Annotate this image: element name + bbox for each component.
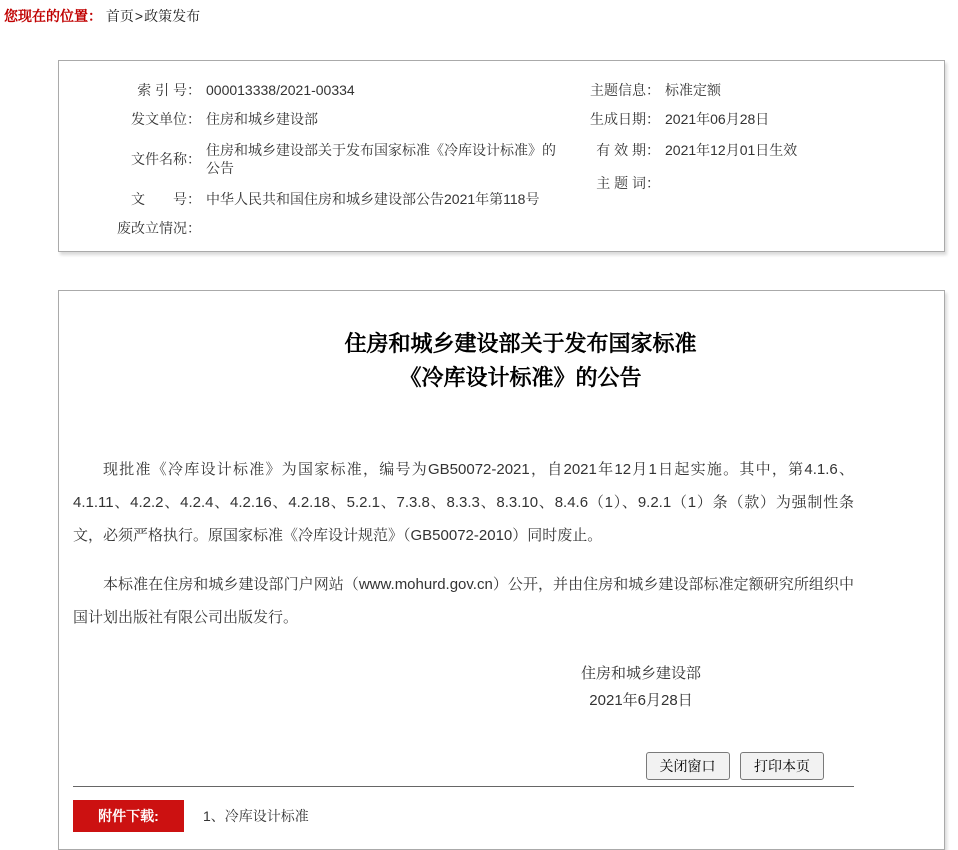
signature-block xyxy=(561,660,721,714)
action-button-row xyxy=(73,752,854,780)
signature-date: 2021年6月28日 xyxy=(589,692,693,709)
attachment-section xyxy=(73,800,854,832)
announcement-body xyxy=(73,453,854,832)
announcement-title-line1: 住房和城乡建设部关于发布国家标准 xyxy=(344,331,697,356)
meta-value-effective-date: 2021年12月01日生效 xyxy=(665,142,798,158)
breadcrumb-separator: > xyxy=(134,8,144,24)
meta-label-document-number: 文 号： xyxy=(131,191,201,207)
meta-row-effective-date xyxy=(564,141,944,159)
attachment-download-label[interactable]: 附件下载: xyxy=(73,800,184,832)
meta-label-subject-info: 主题信息： xyxy=(590,82,660,98)
meta-label-issuing-unit: 发文单位： xyxy=(131,111,201,127)
meta-label-keywords: 主 题 词： xyxy=(596,175,660,191)
meta-row-index-number xyxy=(59,81,564,99)
meta-value-subject-info: 标准定额 xyxy=(665,82,721,98)
meta-row-issuing-unit xyxy=(59,110,564,128)
breadcrumb-home-link[interactable]: 首页 xyxy=(105,8,134,24)
meta-column-left xyxy=(59,81,564,251)
meta-value-index-number: 000013338/2021-00334 xyxy=(206,82,355,98)
announcement-title-line2: 《冷库设计标准》的公告 xyxy=(399,365,642,390)
meta-label-creation-date: 生成日期： xyxy=(590,111,660,127)
meta-value-issuing-unit: 住房和城乡建设部 xyxy=(206,111,318,127)
meta-row-keywords xyxy=(564,174,944,192)
announcement-paragraph-1: 现批准《冷库设计标准》为国家标准，编号为GB50072-2021，自2021年12月1日起实施。其中，第4.1.6、4.1.11、4.2.2、4.2.4、4.2.16、4.2.18、5.2.1、7.3.8、8.3.3、8.3.10、8.4.6（1）、9.2.1（1）条（款）为强制性条文，必须严格执行。原国家标准《冷库设计规范》（GB50072-2010）同时废止。 xyxy=(73,461,854,544)
meta-row-document-number xyxy=(59,190,564,208)
footer-divider xyxy=(73,786,854,787)
meta-label-index-number: 索 引 号： xyxy=(137,82,201,98)
announcement-panel xyxy=(58,290,945,850)
meta-value-document-number: 中华人民共和国住房和城乡建设部公告2021年第118号 xyxy=(206,191,540,207)
meta-label-repeal-status: 废改立情况： xyxy=(117,220,201,236)
meta-row-creation-date xyxy=(564,110,944,128)
meta-row-document-title xyxy=(59,139,564,179)
meta-label-document-title: 文件名称： xyxy=(131,151,201,167)
print-page-button[interactable]: 打印本页 xyxy=(740,752,824,780)
meta-column-right xyxy=(564,81,944,251)
breadcrumb xyxy=(4,8,200,24)
meta-row-repeal-status xyxy=(59,219,564,237)
announcement-title xyxy=(59,291,944,395)
breadcrumb-section-link[interactable]: 政策发布 xyxy=(144,8,201,24)
meta-value-keywords xyxy=(660,174,944,192)
announcement-paragraph-2: 本标准在住房和城乡建设部门户网站（www.mohurd.gov.cn）公开，并由住房和城乡建设部标准定额研究所组织中国计划出版社有限公司出版发行。 xyxy=(73,576,854,626)
document-meta-panel xyxy=(58,60,945,252)
meta-row-subject-info xyxy=(564,81,944,99)
breadcrumb-label: 您现在的位置： xyxy=(4,8,102,24)
signature-organization: 住房和城乡建设部 xyxy=(580,665,701,682)
meta-value-repeal-status xyxy=(201,219,559,237)
meta-label-effective-date: 有 效 期： xyxy=(596,142,660,158)
meta-value-document-title: 住房和城乡建设部关于发布国家标准《冷库设计标准》的公告 xyxy=(206,142,556,176)
close-window-button[interactable]: 关闭窗口 xyxy=(646,752,730,780)
meta-value-creation-date: 2021年06月28日 xyxy=(665,111,770,127)
attachment-link-1[interactable]: 1、冷库设计标准 xyxy=(203,808,309,824)
